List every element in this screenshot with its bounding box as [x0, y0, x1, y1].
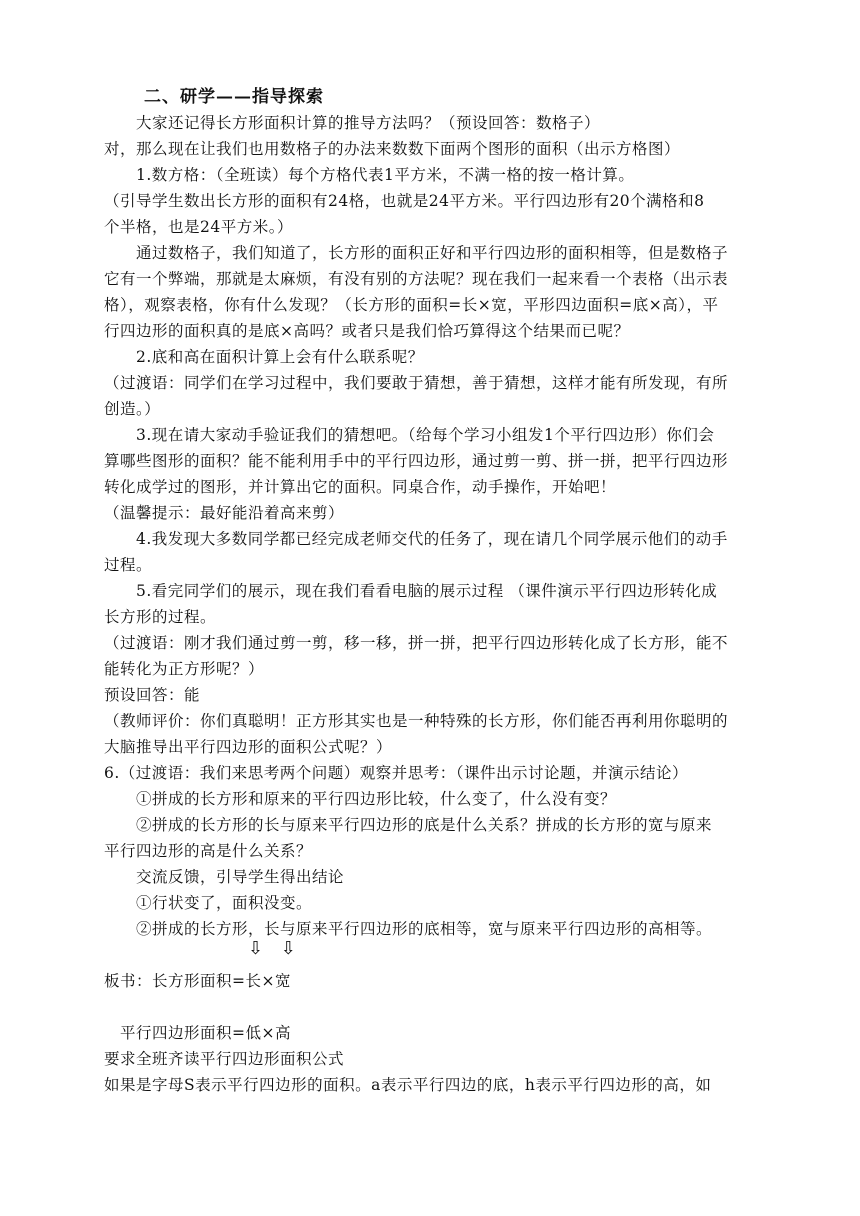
- paragraph-line: 算哪些图形的面积？能不能利用手中的平行四边形，通过剪一剪、拼一拼，把平行四边形: [104, 452, 729, 470]
- paragraph-line: 个半格，也是24平方米。）: [104, 218, 293, 236]
- paragraph-line: 交流反馈，引导学生得出结论: [136, 868, 345, 886]
- paragraph-line: 过程。: [104, 556, 153, 574]
- paragraph-line: 格），观察表格，你有什么发现？（长方形的面积=长×宽，平形四边面积=底×高），平: [104, 296, 719, 314]
- paragraph-line: ①拼成的长方形和原来的平行四边形比较，什么变了，什么没有变？: [136, 790, 617, 808]
- paragraph-line: （引导学生数出长方形的面积有24格，也就是24平方米。平行四边形有20个满格和8: [104, 192, 705, 210]
- paragraph-line: 创造。）: [104, 400, 161, 418]
- paragraph-line: 3.现在请大家动手验证我们的猜想吧。（给每个学习小组发1个平行四边形）你们会: [136, 426, 715, 444]
- formula-line: 平行四边形面积=低×高: [120, 1024, 291, 1042]
- paragraph-line: 要求全班齐读平行四边形面积公式: [104, 1050, 345, 1068]
- paragraph-line: 大脑推导出平行四边形的面积公式呢？）: [104, 738, 393, 756]
- paragraph-line: （教师评价：你们真聪明！正方形其实也是一种特殊的长方形，你们能否再利用你聪明的: [104, 712, 729, 730]
- paragraph-line: ②拼成的长方形，长与原来平行四边形的底相等，宽与原来平行四边形的高相等。: [136, 920, 713, 938]
- down-arrows-icon: ⇩ ⇩: [248, 938, 302, 959]
- paragraph-line: 6.（过渡语：我们来思考两个问题）观察并思考：（课件出示讨论题，并演示结论）: [104, 764, 689, 782]
- paragraph-line: 4.我发现大多数同学都已经完成老师交代的任务了，现在请几个同学展示他们的动手: [136, 530, 728, 548]
- paragraph-line: 它有一个弊端，那就是太麻烦，有没有别的方法呢？现在我们一起来看一个表格（出示表: [104, 270, 729, 288]
- paragraph-line: 2.底和高在面积计算上会有什么联系呢？: [136, 348, 424, 366]
- paragraph-line: ②拼成的长方形的长与原来平行四边形的底是什么关系？拼成的长方形的宽与原来: [136, 816, 713, 834]
- paragraph-line: 能转化为正方形呢？）: [104, 660, 265, 678]
- paragraph-line: 行四边形的面积真的是底×高吗？或者只是我们恰巧算得这个结果而已呢？: [104, 322, 630, 340]
- paragraph-line: 平行四边形的高是什么关系？: [104, 842, 313, 860]
- section-heading: 二、研学——指导探索: [144, 87, 324, 107]
- paragraph-line: 预设回答：能: [104, 686, 201, 704]
- paragraph-line: ①行状变了，面积没变。: [136, 894, 313, 912]
- paragraph-line: 如果是字母S表示平行四边形的面积。a表示平行四边的底，h表示平行四边形的高，如: [104, 1076, 712, 1094]
- paragraph-line: 对，那么现在让我们也用数格子的办法来数数下面两个图形的面积（出示方格图）: [104, 140, 681, 158]
- paragraph-line: （温馨提示：最好能沿着高来剪）: [104, 504, 345, 522]
- paragraph-line: 5.看完同学们的展示，现在我们看看电脑的展示过程 （课件演示平行四边形转化成: [136, 582, 718, 600]
- paragraph-line: （过渡语：同学们在学习过程中，我们要敢于猜想，善于猜想，这样才能有所发现，有所: [104, 374, 729, 392]
- paragraph-line: 通过数格子，我们知道了，长方形的面积正好和平行四边形的面积相等，但是数格子: [136, 244, 729, 262]
- paragraph-line: 长方形的过程。: [104, 608, 217, 626]
- paragraph-line: （过渡语：刚才我们通过剪一剪，移一移，拼一拼，把平行四边形转化成了长方形，能不: [104, 634, 729, 652]
- board-writing: 板书：长方形面积=长×宽: [104, 972, 291, 990]
- paragraph-line: 1.数方格：（全班读）每个方格代表1平方米，不满一格的按一格计算。: [136, 166, 635, 184]
- paragraph-line: 大家还记得长方形面积计算的推导方法吗？（预设回答：数格子）: [136, 114, 601, 132]
- paragraph-line: 转化成学过的图形，并计算出它的面积。同桌合作，动手操作，开始吧！: [104, 478, 617, 496]
